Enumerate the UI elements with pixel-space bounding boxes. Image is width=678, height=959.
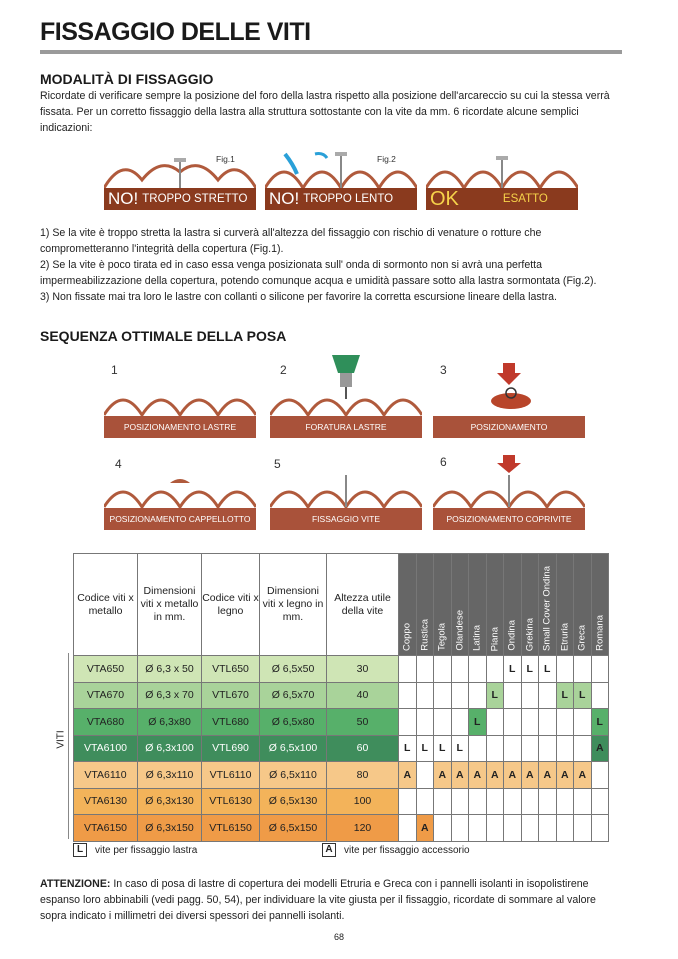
mark-cell: A — [521, 762, 539, 789]
figure-correct — [426, 150, 578, 210]
figure-too-tight — [104, 150, 256, 210]
step-6 — [433, 455, 585, 530]
mark-cell — [539, 709, 557, 736]
step-1 — [104, 363, 256, 438]
step-number: 6 — [440, 455, 447, 469]
code-metal-cell: VTA6100 — [74, 735, 138, 762]
figure-too-loose — [265, 150, 417, 210]
mark-cell — [399, 788, 417, 815]
step-4 — [104, 455, 256, 530]
mark-cell: L — [539, 656, 557, 683]
table-row — [74, 735, 609, 762]
table-row — [74, 656, 609, 683]
code-wood-cell: VTL6150 — [202, 815, 260, 842]
mark-cell — [469, 682, 487, 709]
mark-cell: A — [504, 762, 522, 789]
mark-cell: A — [434, 762, 452, 789]
step-label: FISSAGGIO VITE — [270, 508, 422, 530]
mark-cell — [434, 656, 452, 683]
mark-cell — [521, 709, 539, 736]
header-codice-legno: Codice viti x legno — [202, 554, 260, 656]
mark-cell — [504, 682, 522, 709]
mark-cell: L — [504, 656, 522, 683]
banner-big-text: NO! — [108, 189, 139, 208]
mark-cell — [469, 656, 487, 683]
mark-cell: L — [574, 682, 592, 709]
dim-metal-cell: Ø 6,3 x 70 — [138, 682, 202, 709]
sheet-wave-icon — [104, 473, 256, 509]
code-wood-cell: VTL6110 — [202, 762, 260, 789]
mark-cell — [469, 788, 487, 815]
mark-cell — [591, 762, 609, 789]
dim-wood-cell: Ø 6,5x100 — [260, 735, 327, 762]
model-header — [486, 554, 504, 656]
step-label: POSIZIONAMENTO — [433, 416, 585, 438]
drill-icon — [270, 355, 422, 417]
title-rule — [40, 50, 622, 54]
mark-cell — [416, 788, 434, 815]
mark-cell — [451, 656, 469, 683]
mark-cell — [504, 788, 522, 815]
mark-cell — [556, 815, 574, 842]
mark-cell — [434, 682, 452, 709]
mark-cell — [416, 709, 434, 736]
dim-wood-cell: Ø 6,5x110 — [260, 762, 327, 789]
viti-side-label: VITI — [55, 730, 67, 749]
mark-cell — [591, 656, 609, 683]
header-dimensioni-metallo: Dimensioni viti x metallo in mm. — [138, 554, 202, 656]
dim-metal-cell: Ø 6,3x80 — [138, 709, 202, 736]
mark-cell — [504, 735, 522, 762]
step-number: 5 — [274, 457, 281, 471]
model-name: Ondina — [506, 620, 518, 651]
figure-banner — [426, 188, 578, 210]
mark-cell — [451, 709, 469, 736]
mark-cell: L — [434, 735, 452, 762]
step-number: 2 — [280, 363, 287, 377]
sheet-wave-icon — [270, 473, 422, 509]
banner-big-text: OK — [430, 187, 459, 210]
model-header — [416, 554, 434, 656]
code-wood-cell: VTL690 — [202, 735, 260, 762]
note-3: 3) Non fissate mai tra loro le lastre con collanti o silicone per favorire la corretta escursione lineare della lastra. — [40, 291, 557, 303]
model-header — [556, 554, 574, 656]
mark-cell — [591, 815, 609, 842]
attention-label: ATTENZIONE: — [40, 878, 111, 890]
mark-cell — [556, 735, 574, 762]
page-number: 68 — [333, 932, 344, 942]
dim-metal-cell: Ø 6,3x150 — [138, 815, 202, 842]
mark-cell — [556, 656, 574, 683]
height-cell: 120 — [327, 815, 399, 842]
dim-wood-cell: Ø 6,5x70 — [260, 682, 327, 709]
note-1: 1) Se la vite è troppo stretta la lastra si curverà all'altezza del fissaggio con rischio di venature o rotture che comprometteranno l'integrità della copertura (Fig.1). — [40, 227, 542, 255]
mark-cell — [469, 735, 487, 762]
model-name: Small Cover Ondina — [541, 565, 553, 651]
page-title: FISSAGGIO DELLE VITI — [40, 18, 311, 46]
code-wood-cell: VTL6130 — [202, 788, 260, 815]
mark-cell — [486, 656, 504, 683]
model-name: Etruria — [559, 623, 571, 651]
mark-cell: A — [399, 762, 417, 789]
mark-cell — [591, 788, 609, 815]
cover-icon — [433, 455, 585, 509]
mark-cell — [399, 682, 417, 709]
mark-cell — [504, 709, 522, 736]
model-header — [399, 554, 417, 656]
mark-cell: A — [469, 762, 487, 789]
section-heading-sequenza: SEQUENZA OTTIMALE DELLA POSA — [40, 328, 287, 344]
mark-cell — [539, 735, 557, 762]
step-5 — [270, 455, 422, 530]
dim-metal-cell: Ø 6,3x130 — [138, 788, 202, 815]
header-altezza: Altezza utile della vite — [327, 554, 399, 656]
mark-cell — [591, 682, 609, 709]
header-codice-metallo: Codice viti x metallo — [74, 554, 138, 656]
mark-cell — [399, 815, 417, 842]
figure-banner — [265, 188, 417, 210]
code-metal-cell: VTA6150 — [74, 815, 138, 842]
height-cell: 100 — [327, 788, 399, 815]
viti-bracket — [68, 653, 69, 839]
mark-cell — [486, 788, 504, 815]
mark-cell — [556, 709, 574, 736]
mark-cell — [574, 656, 592, 683]
mark-cell — [574, 788, 592, 815]
mark-cell: L — [399, 735, 417, 762]
table-row — [74, 762, 609, 789]
step-number: 3 — [440, 363, 447, 377]
fig-label: Fig.2 — [377, 154, 396, 164]
dim-wood-cell: Ø 6,5x130 — [260, 788, 327, 815]
height-cell: 50 — [327, 709, 399, 736]
table-header-row — [74, 554, 609, 656]
mark-cell — [451, 815, 469, 842]
mark-cell — [521, 735, 539, 762]
mark-cell: L — [486, 682, 504, 709]
model-name: Latina — [471, 625, 483, 651]
model-header — [504, 554, 522, 656]
cap-placement-icon — [433, 363, 585, 417]
dim-metal-cell: Ø 6,3x110 — [138, 762, 202, 789]
banner-small-text: TROPPO LENTO — [303, 193, 394, 205]
step-3 — [433, 363, 585, 438]
mark-cell: L — [469, 709, 487, 736]
mark-cell — [556, 788, 574, 815]
legend-text: vite per fissaggio lastra — [95, 844, 198, 856]
mark-cell — [539, 815, 557, 842]
step-label: FORATURA LASTRE — [270, 416, 422, 438]
step-label: POSIZIONAMENTO CAPPELLOTTO — [104, 508, 256, 530]
banner-small-text: ESATTO — [502, 193, 548, 205]
section-heading-fissaggio: MODALITÀ DI FISSAGGIO — [40, 71, 214, 87]
model-name: Romana — [594, 615, 606, 651]
height-cell: 80 — [327, 762, 399, 789]
legend-key: A — [322, 843, 336, 857]
mark-cell — [521, 682, 539, 709]
mark-cell — [399, 709, 417, 736]
mark-cell: A — [451, 762, 469, 789]
mark-cell: A — [539, 762, 557, 789]
model-name: Greca — [576, 625, 588, 651]
mark-cell — [574, 815, 592, 842]
mark-cell — [434, 815, 452, 842]
table-row — [74, 682, 609, 709]
mark-cell — [416, 762, 434, 789]
mark-cell: L — [591, 709, 609, 736]
model-header — [539, 554, 557, 656]
mark-cell — [399, 656, 417, 683]
mark-cell: L — [451, 735, 469, 762]
screws-table — [73, 553, 609, 842]
mark-cell — [469, 815, 487, 842]
step-2 — [270, 363, 422, 438]
header-dimensioni-legno: Dimensioni viti x legno in mm. — [260, 554, 327, 656]
table-row — [74, 788, 609, 815]
mark-cell — [486, 735, 504, 762]
model-header — [434, 554, 452, 656]
dim-metal-cell: Ø 6,3x100 — [138, 735, 202, 762]
height-cell: 60 — [327, 735, 399, 762]
code-wood-cell: VTL670 — [202, 682, 260, 709]
mark-cell: L — [416, 735, 434, 762]
legend-text: vite per fissaggio accessorio — [344, 844, 470, 856]
mark-cell — [539, 788, 557, 815]
mark-cell — [574, 735, 592, 762]
model-name: Coppo — [401, 623, 413, 651]
model-header — [469, 554, 487, 656]
sheet-wave-icon — [426, 150, 578, 190]
legend-a — [322, 843, 470, 857]
code-metal-cell: VTA6110 — [74, 762, 138, 789]
dim-wood-cell: Ø 6,5x150 — [260, 815, 327, 842]
mark-cell — [486, 815, 504, 842]
model-header — [591, 554, 609, 656]
model-name: Rustica — [419, 619, 431, 651]
mark-cell: L — [556, 682, 574, 709]
intro-paragraph: Ricordate di verificare sempre la posizione del foro della lastra rispetto alla posizione dell'arcareccio su cui la stessa verrà fissata. Per un corretto fissaggio della lastra alla struttura sottostante con la vite da mm. 6 ricordate alcune semplici indicazioni: — [40, 90, 610, 134]
mark-cell — [416, 656, 434, 683]
mark-cell — [486, 709, 504, 736]
dim-wood-cell: Ø 6,5x80 — [260, 709, 327, 736]
model-header — [521, 554, 539, 656]
legend-key: L — [73, 843, 87, 857]
table-row — [74, 815, 609, 842]
mark-cell: A — [574, 762, 592, 789]
code-wood-cell: VTL680 — [202, 709, 260, 736]
step-label: POSIZIONAMENTO LASTRE — [104, 416, 256, 438]
mark-cell — [451, 788, 469, 815]
banner-big-text: NO! — [269, 189, 300, 208]
mark-cell — [521, 815, 539, 842]
mark-cell — [521, 788, 539, 815]
banner-small-text: TROPPO STRETTO — [142, 193, 248, 205]
step-number: 1 — [111, 363, 118, 377]
model-name: Olandese — [454, 610, 466, 651]
height-cell: 40 — [327, 682, 399, 709]
dim-wood-cell: Ø 6,5x50 — [260, 656, 327, 683]
attention-paragraph — [40, 876, 625, 924]
model-header — [451, 554, 469, 656]
mark-cell: A — [416, 815, 434, 842]
mark-cell — [504, 815, 522, 842]
step-number: 4 — [115, 457, 122, 471]
mark-cell: A — [486, 762, 504, 789]
figure-banner — [104, 188, 256, 210]
code-metal-cell: VTA6130 — [74, 788, 138, 815]
code-wood-cell: VTL650 — [202, 656, 260, 683]
dim-metal-cell: Ø 6,3 x 50 — [138, 656, 202, 683]
mark-cell — [416, 682, 434, 709]
model-header — [574, 554, 592, 656]
table-row — [74, 709, 609, 736]
mark-cell — [434, 709, 452, 736]
mark-cell — [539, 682, 557, 709]
code-metal-cell: VTA670 — [74, 682, 138, 709]
attention-text: In caso di posa di lastre di copertura dei modelli Etruria e Greca con i pannelli isolanti in isopolistirene espanso loro abbinabili (vedi pagg. 50, 54), per individuare la vite giusta per il fissaggio, ricordate di sommare al valore sopra indicato i millimetri dei diversi spessori dei pannelli isolanti. — [40, 878, 596, 922]
mark-cell: A — [591, 735, 609, 762]
model-name: Grekina — [524, 617, 536, 651]
fig-label: Fig.1 — [216, 154, 235, 164]
legend-l — [73, 843, 197, 857]
mark-cell — [434, 788, 452, 815]
code-metal-cell: VTA680 — [74, 709, 138, 736]
step-label: POSIZIONAMENTO COPRIVITE — [433, 508, 585, 530]
mark-cell — [574, 709, 592, 736]
model-name: Tegola — [436, 623, 448, 651]
mark-cell: L — [521, 656, 539, 683]
mark-cell: A — [556, 762, 574, 789]
note-2: 2) Se la vite è poco tirata ed in caso essa venga posizionata sull' onda di sormonto non si avrà una perfetta impermeabilizzazione della copertura, potendo comunque acqua e umidità passare sotto alla lastra sormontata (Fig.2). — [40, 259, 597, 287]
sheet-wave-icon — [104, 383, 256, 417]
model-name: Piana — [489, 626, 501, 651]
mark-cell — [451, 682, 469, 709]
code-metal-cell: VTA650 — [74, 656, 138, 683]
height-cell: 30 — [327, 656, 399, 683]
